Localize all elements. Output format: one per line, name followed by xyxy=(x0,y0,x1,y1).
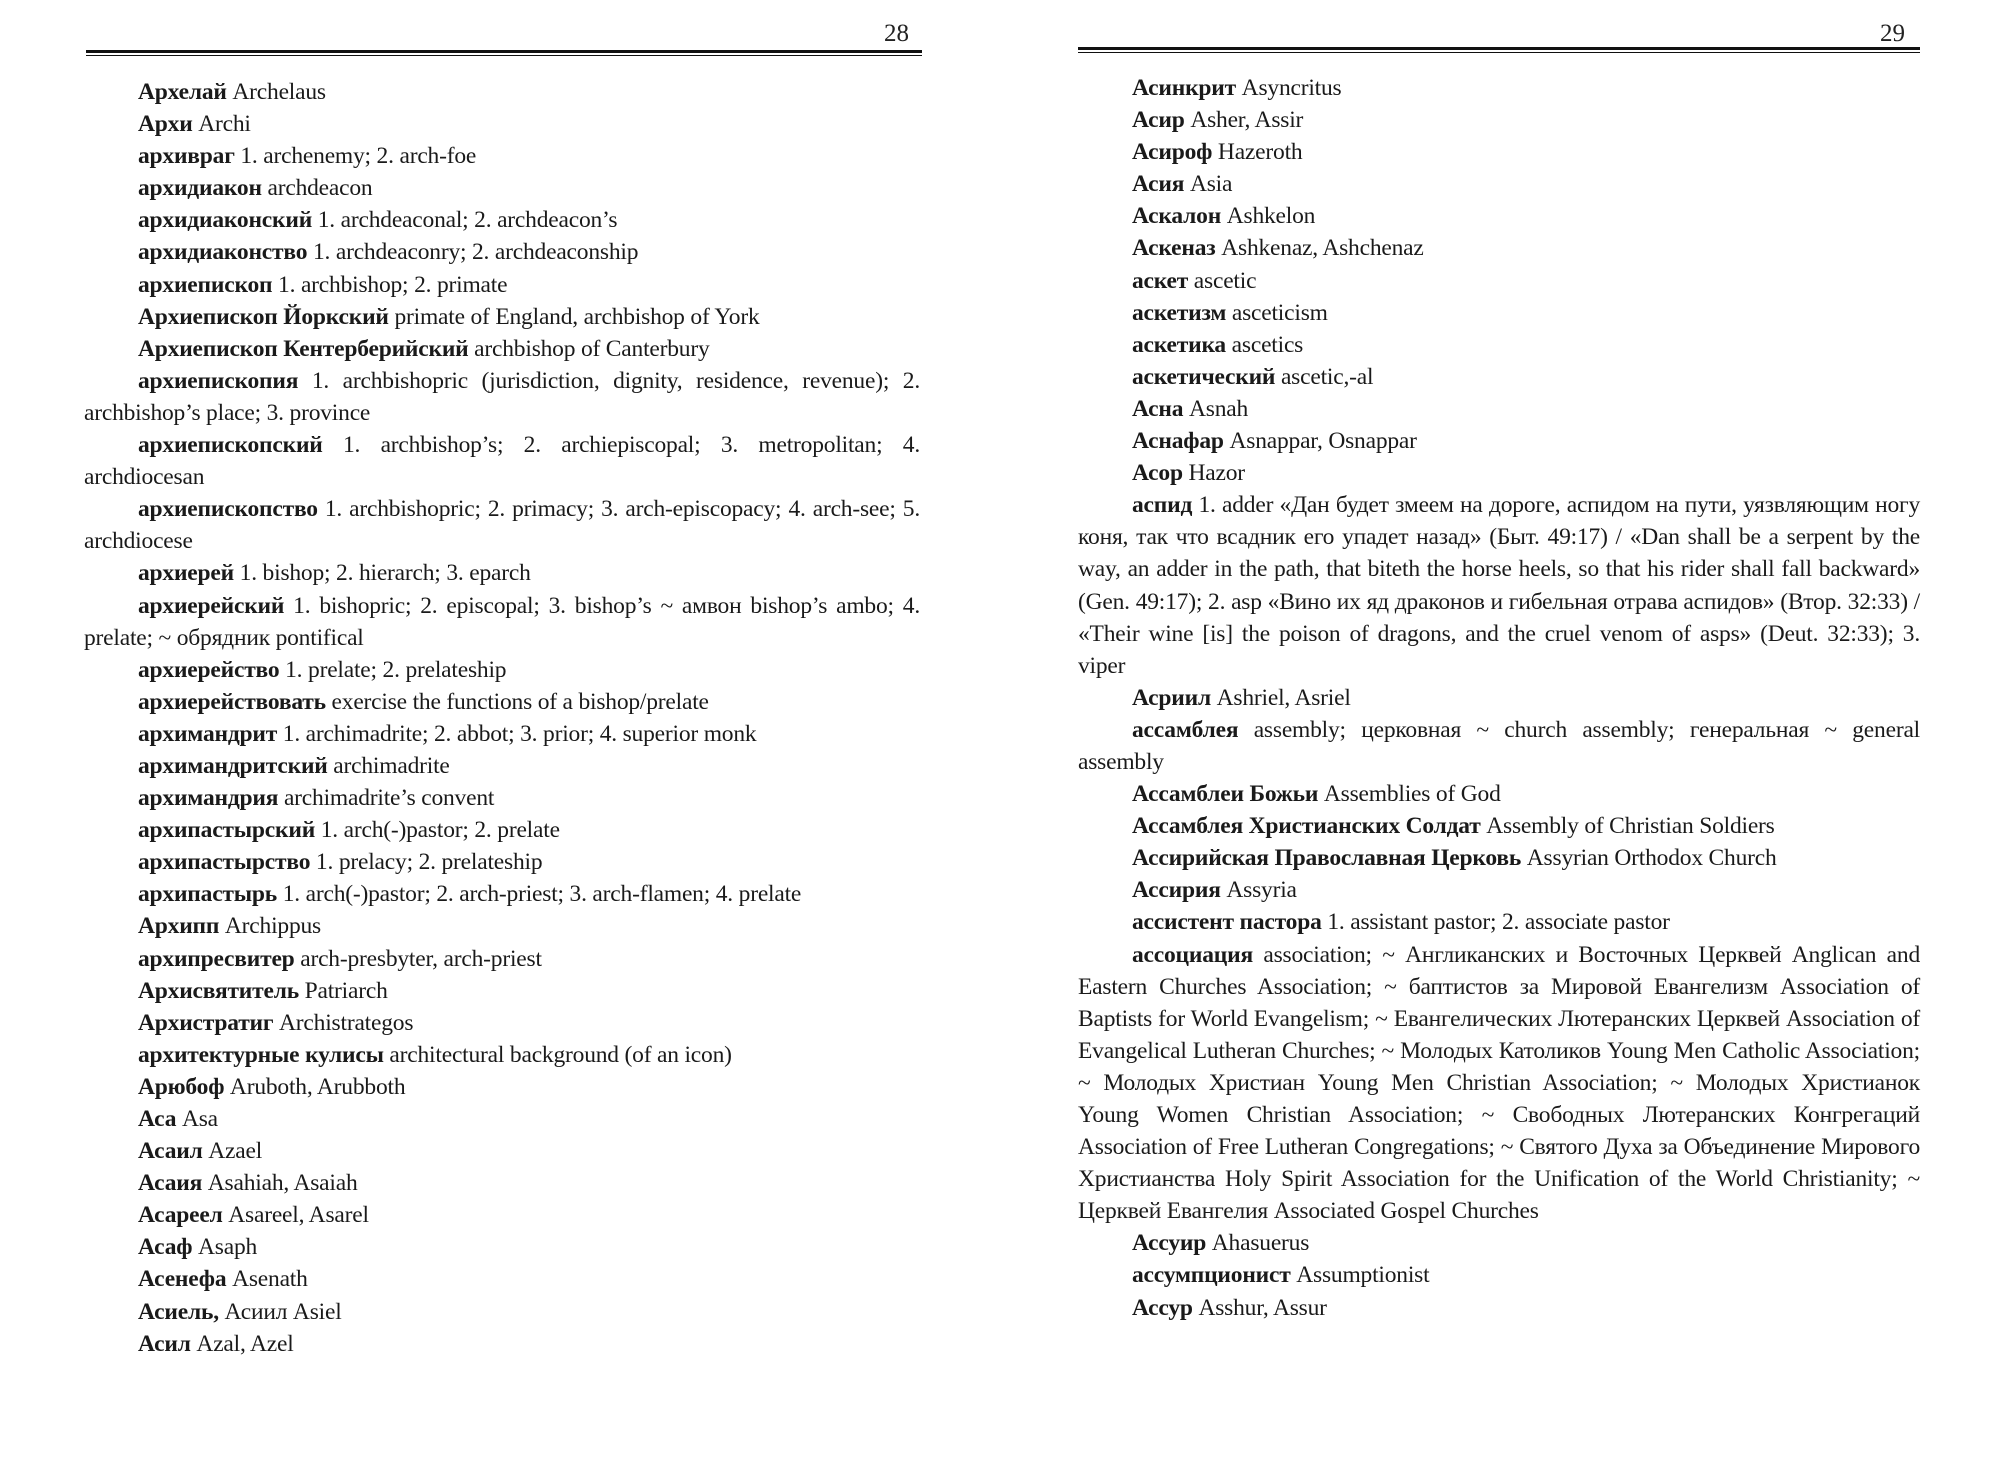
definition: Ashkelon xyxy=(1221,203,1316,230)
dictionary-entry xyxy=(84,1135,920,1167)
headword: Ассирия xyxy=(1132,877,1221,904)
definition: Asyncritus xyxy=(1236,75,1342,101)
dictionary-entry xyxy=(84,557,920,589)
definition: ascetic xyxy=(1188,267,1257,294)
dictionary-entry xyxy=(1078,72,1920,104)
dictionary-entry xyxy=(84,1296,920,1328)
headword: ассамблея xyxy=(1132,716,1239,743)
headword: архимандрия xyxy=(138,785,279,812)
headword: Ассуир xyxy=(1132,1230,1207,1257)
definition: Assemblies of God xyxy=(1318,781,1501,808)
dictionary-entry xyxy=(84,1167,920,1199)
dictionary-entry xyxy=(1078,297,1920,329)
headword: архидиаконский xyxy=(138,207,313,234)
headword: аскет xyxy=(1132,267,1189,294)
dictionary-entry xyxy=(1078,393,1920,425)
definition: Asia xyxy=(1184,171,1233,198)
entry-list xyxy=(84,76,920,1360)
headword: Асиель, xyxy=(138,1298,219,1325)
headword: архиепископский xyxy=(138,432,323,459)
definition: 1. archbishop’s; 2. archiepiscopal; 3. metropolitan; 4. archdiocesan xyxy=(84,432,920,491)
dictionary-entry xyxy=(84,814,920,846)
headword: архипастырский xyxy=(138,817,316,844)
headword: Архелай xyxy=(138,79,227,105)
definition: Archelaus xyxy=(226,79,326,105)
dictionary-entry xyxy=(1078,232,1920,264)
dictionary-entry xyxy=(1078,168,1920,200)
dictionary-entry xyxy=(84,1007,920,1039)
dictionary-entry xyxy=(1078,329,1920,361)
definition: Asahiah, Asaiah xyxy=(202,1170,358,1197)
headword: ассистент пастора xyxy=(1132,909,1322,936)
definition: ascetics xyxy=(1225,331,1304,358)
dictionary-entry xyxy=(84,236,920,268)
definition: 1. archdeaconal; 2. archdeacon’s xyxy=(312,207,618,234)
dictionary-entry xyxy=(84,1263,920,1295)
headword: архимандрит xyxy=(138,720,278,747)
dictionary-entry xyxy=(1078,1292,1920,1324)
dictionary-entry xyxy=(84,269,920,301)
definition: 1. arch(-)pastor; 2. prelate xyxy=(315,817,560,844)
headword: Арюбоф xyxy=(138,1073,225,1100)
definition: Asa xyxy=(176,1106,218,1132)
definition: Hazeroth xyxy=(1212,139,1303,166)
definition: Archi xyxy=(192,111,251,138)
dictionary-entry xyxy=(84,76,920,108)
dictionary-entry xyxy=(1078,778,1920,810)
page-number: 28 xyxy=(884,20,909,47)
definition: 1. arch(-)pastor; 2. arch-priest; 3. arch-flamen; 4. prelate xyxy=(277,881,802,908)
headword: архиерейский xyxy=(138,592,285,619)
headword: архивраг xyxy=(138,143,235,170)
definition: Ashkenaz, Ashchenaz xyxy=(1215,235,1424,262)
headword: архиерейство xyxy=(138,656,280,683)
headword: Асинкрит xyxy=(1132,75,1236,101)
dictionary-entry xyxy=(84,686,920,718)
definition: Asnah xyxy=(1183,395,1249,422)
headword: архидиакон xyxy=(138,175,262,202)
dictionary-entry xyxy=(84,1328,920,1360)
headword: Ассур xyxy=(1132,1294,1193,1321)
dictionary-entry xyxy=(1078,361,1920,393)
definition: Aruboth, Arubboth xyxy=(224,1073,406,1100)
dictionary-entry xyxy=(84,910,920,942)
dictionary-entry xyxy=(84,943,920,975)
headword: архиерействовать xyxy=(138,688,326,715)
headword: Архипп xyxy=(138,913,220,940)
header-rule xyxy=(1078,47,1920,53)
dictionary-entry xyxy=(84,1103,920,1135)
headword: архитектурные кулисы xyxy=(138,1041,384,1068)
definition: arch-presbyter, arch-priest xyxy=(294,945,542,972)
headword: Асриил xyxy=(1132,684,1211,711)
definition: 1. archbishopric; 2. primacy; 3. arch-episcopacy; 4. arch-see; 5. archdiocese xyxy=(84,496,920,555)
dictionary-entry xyxy=(1078,842,1920,874)
dictionary-entry xyxy=(84,782,920,814)
headword: архипастырь xyxy=(138,881,278,908)
headword: Асаил xyxy=(138,1138,203,1165)
definition: architectural background (of an icon) xyxy=(383,1041,732,1068)
definition: 1. prelate; 2. prelateship xyxy=(279,656,507,683)
page-number: 29 xyxy=(1880,20,1905,47)
headword: Асироф xyxy=(1132,139,1213,166)
dictionary-entry xyxy=(1078,489,1920,682)
definition: Ashriel, Asriel xyxy=(1210,684,1351,711)
definition: archimadrite’s convent xyxy=(278,785,495,812)
dictionary-entry xyxy=(1078,874,1920,906)
dictionary-entry xyxy=(84,1039,920,1071)
dictionary-entry xyxy=(84,878,920,910)
definition: Azal, Azel xyxy=(190,1330,294,1357)
definition: Asareel, Asarel xyxy=(222,1202,369,1229)
headword: Архи xyxy=(138,111,193,138)
headword: аскетика xyxy=(1132,331,1226,358)
dictionary-entry xyxy=(1078,136,1920,168)
headword: ассоциация xyxy=(1132,941,1253,968)
dictionary-entry xyxy=(84,718,920,750)
headword: Асаф xyxy=(138,1234,193,1261)
headword: Аскеназ xyxy=(1132,235,1216,262)
definition: archdeacon xyxy=(261,175,373,202)
entry-list xyxy=(1078,72,1920,1324)
dictionary-entry xyxy=(84,975,920,1007)
definition: 1. archdeaconry; 2. archdeaconship xyxy=(307,239,639,266)
dictionary-entry xyxy=(84,108,920,140)
headword: Аса xyxy=(138,1106,177,1132)
definition: Azael xyxy=(202,1138,263,1165)
definition: primate of England, archbishop of York xyxy=(388,303,760,330)
headword: Архиепископ Кентерберийский xyxy=(138,335,469,362)
dictionary-entry xyxy=(1078,200,1920,232)
definition: Asenath xyxy=(226,1266,308,1293)
dictionary-entry xyxy=(84,429,920,493)
headword: Архистратиг xyxy=(138,1009,274,1036)
definition: Asshur, Assur xyxy=(1192,1294,1327,1321)
definition: Assyrian Orthodox Church xyxy=(1521,845,1777,872)
definition: exercise the functions of a bishop/prelate xyxy=(325,688,709,715)
headword: Ассамблеи Божьи xyxy=(1132,781,1319,808)
dictionary-entry xyxy=(84,654,920,686)
header-rule xyxy=(86,50,922,56)
definition: Assyria xyxy=(1220,877,1297,904)
definition: 1. archbishopric (jurisdiction, dignity, residence, revenue); 2. archbishop’s place; 3. province xyxy=(84,367,920,426)
definition: Asher, Assir xyxy=(1184,107,1304,134)
definition: Patriarch xyxy=(298,977,388,1004)
headword: Асир xyxy=(1132,107,1185,134)
definition: archimadrite xyxy=(327,752,450,779)
dictionary-entry xyxy=(84,204,920,236)
definition: Асиил Asiel xyxy=(218,1298,342,1325)
dictionary-entry xyxy=(84,1071,920,1103)
definition: Archistrategos xyxy=(273,1009,414,1036)
headword: Асор xyxy=(1132,460,1183,487)
headword: Асия xyxy=(1132,171,1185,198)
definition: ascetic,-al xyxy=(1275,363,1374,390)
headword: аспид xyxy=(1132,492,1193,519)
dictionary-entry xyxy=(1078,682,1920,714)
headword: Аскалон xyxy=(1132,203,1222,230)
headword: аскетизм xyxy=(1132,299,1227,326)
dictionary-entry xyxy=(1078,714,1920,778)
dictionary-entry xyxy=(1078,425,1920,457)
dictionary-entry xyxy=(84,140,920,172)
headword: архипресвитер xyxy=(138,945,295,972)
headword: Асна xyxy=(1132,395,1184,422)
headword: Асил xyxy=(138,1330,191,1357)
dictionary-entry xyxy=(84,301,920,333)
dictionary-entry xyxy=(1078,1227,1920,1259)
definition: Asaph xyxy=(192,1234,258,1261)
headword: Архиепископ Йоркский xyxy=(138,303,389,330)
headword: архипастырство xyxy=(138,849,311,876)
definition: 1. assistant pastor; 2. associate pastor xyxy=(1321,909,1670,936)
dictionary-entry xyxy=(1078,810,1920,842)
headword: Асаия xyxy=(138,1170,203,1197)
headword: архидиаконство xyxy=(138,239,308,266)
dictionary-entry xyxy=(1078,906,1920,938)
dictionary-entry xyxy=(1078,104,1920,136)
definition: 1. adder «Дан будет змеем на дороге, аспидом на пути, уязвляющим ногу коня, так что всадник его упадет назад» (Быт. 49:17) / «Dan shall be a serpent by the way, an adder in the path, that biteth the horse heels, so that his rider shall fall backward» (Gen. 49:17); 2. asp «Вино их яд драконов и гибельная отрава аспидов» (Втор. 32:33) / «Their wine [is] the poison of dragons, and the cruel venom of asps» (Deut. 32:33); 3. viper xyxy=(1078,492,1920,679)
dictionary-entry xyxy=(84,750,920,782)
dictionary-entry xyxy=(1078,1259,1920,1291)
dictionary-entry xyxy=(84,1199,920,1231)
headword: Ассирийская Православная Церковь xyxy=(1132,845,1522,872)
headword: Архисвятитель xyxy=(138,977,299,1004)
headword: архимандритский xyxy=(138,752,328,779)
definition: 1. bishop; 2. hierarch; 3. eparch xyxy=(233,560,531,587)
definition: Assumptionist xyxy=(1290,1262,1430,1289)
dictionary-entry xyxy=(84,493,920,557)
definition: 1. archbishop; 2. primate xyxy=(272,271,508,298)
dictionary-entry xyxy=(84,1231,920,1263)
definition: archbishop of Canterbury xyxy=(468,335,710,362)
definition: 1. bishopric; 2. episcopal; 3. bishop’s ~ амвон bishop’s ambo; 4. prelate; ~ обрядник pontifical xyxy=(84,592,920,651)
definition: 1. archenemy; 2. arch-foe xyxy=(234,143,477,170)
dictionary-entry xyxy=(1078,265,1920,297)
definition: Assembly of Christian Soldiers xyxy=(1480,813,1775,840)
definition: Hazor xyxy=(1182,460,1245,487)
definition: 1. archimadrite; 2. abbot; 3. prior; 4. superior monk xyxy=(277,720,757,747)
dictionary-entry xyxy=(1078,939,1920,1228)
dictionary-entry xyxy=(84,590,920,654)
headword: архиепископия xyxy=(138,367,299,394)
dictionary-entry xyxy=(1078,457,1920,489)
headword: архиерей xyxy=(138,560,234,587)
definition: Archippus xyxy=(219,913,321,940)
headword: ассумпционист xyxy=(1132,1262,1291,1289)
definition: asceticism xyxy=(1226,299,1328,326)
headword: Аснафар xyxy=(1132,428,1224,455)
dictionary-entry xyxy=(84,846,920,878)
definition: assembly; церковная ~ church assembly; генеральная ~ general assembly xyxy=(1078,716,1920,775)
headword: Ассамблея Христианских Солдат xyxy=(1132,813,1481,840)
definition: Asnappar, Osnappar xyxy=(1223,428,1417,455)
headword: архиепископство xyxy=(138,496,318,523)
definition: association; ~ Англиканских и Восточных Церквей Anglican and Eastern Churches Association; ~ баптистов за Мировой Евангелизм Association of Baptists for World Evangelism; ~ Евангелических Лютеранских Церквей Association of Evangelical Lutheran Churches; ~ Молодых Католиков Young Men Catholic Association; ~ Молодых Христиан Young Men Christian Association; ~ Молодых Христианок Young Women Christian Association; ~ Свободных Лютеранских Конгрегаций Association of Free Lutheran Congregations; ~ Святого Духа за Объединение Мирового Христианства Holy Spirit Association for the Unification of the World Christianity; ~ Церквей Евангелия Associated Gospel Churches xyxy=(1078,941,1920,1225)
dictionary-entry xyxy=(84,365,920,429)
definition: Ahasuerus xyxy=(1206,1230,1310,1257)
definition: 1. prelacy; 2. prelateship xyxy=(310,849,543,876)
headword: архиепископ xyxy=(138,271,273,298)
headword: Асареел xyxy=(138,1202,223,1229)
headword: аскетический xyxy=(1132,363,1276,390)
right-page xyxy=(1000,0,2000,1469)
headword: Асенефа xyxy=(138,1266,227,1293)
dictionary-entry xyxy=(84,172,920,204)
dictionary-entry xyxy=(84,333,920,365)
